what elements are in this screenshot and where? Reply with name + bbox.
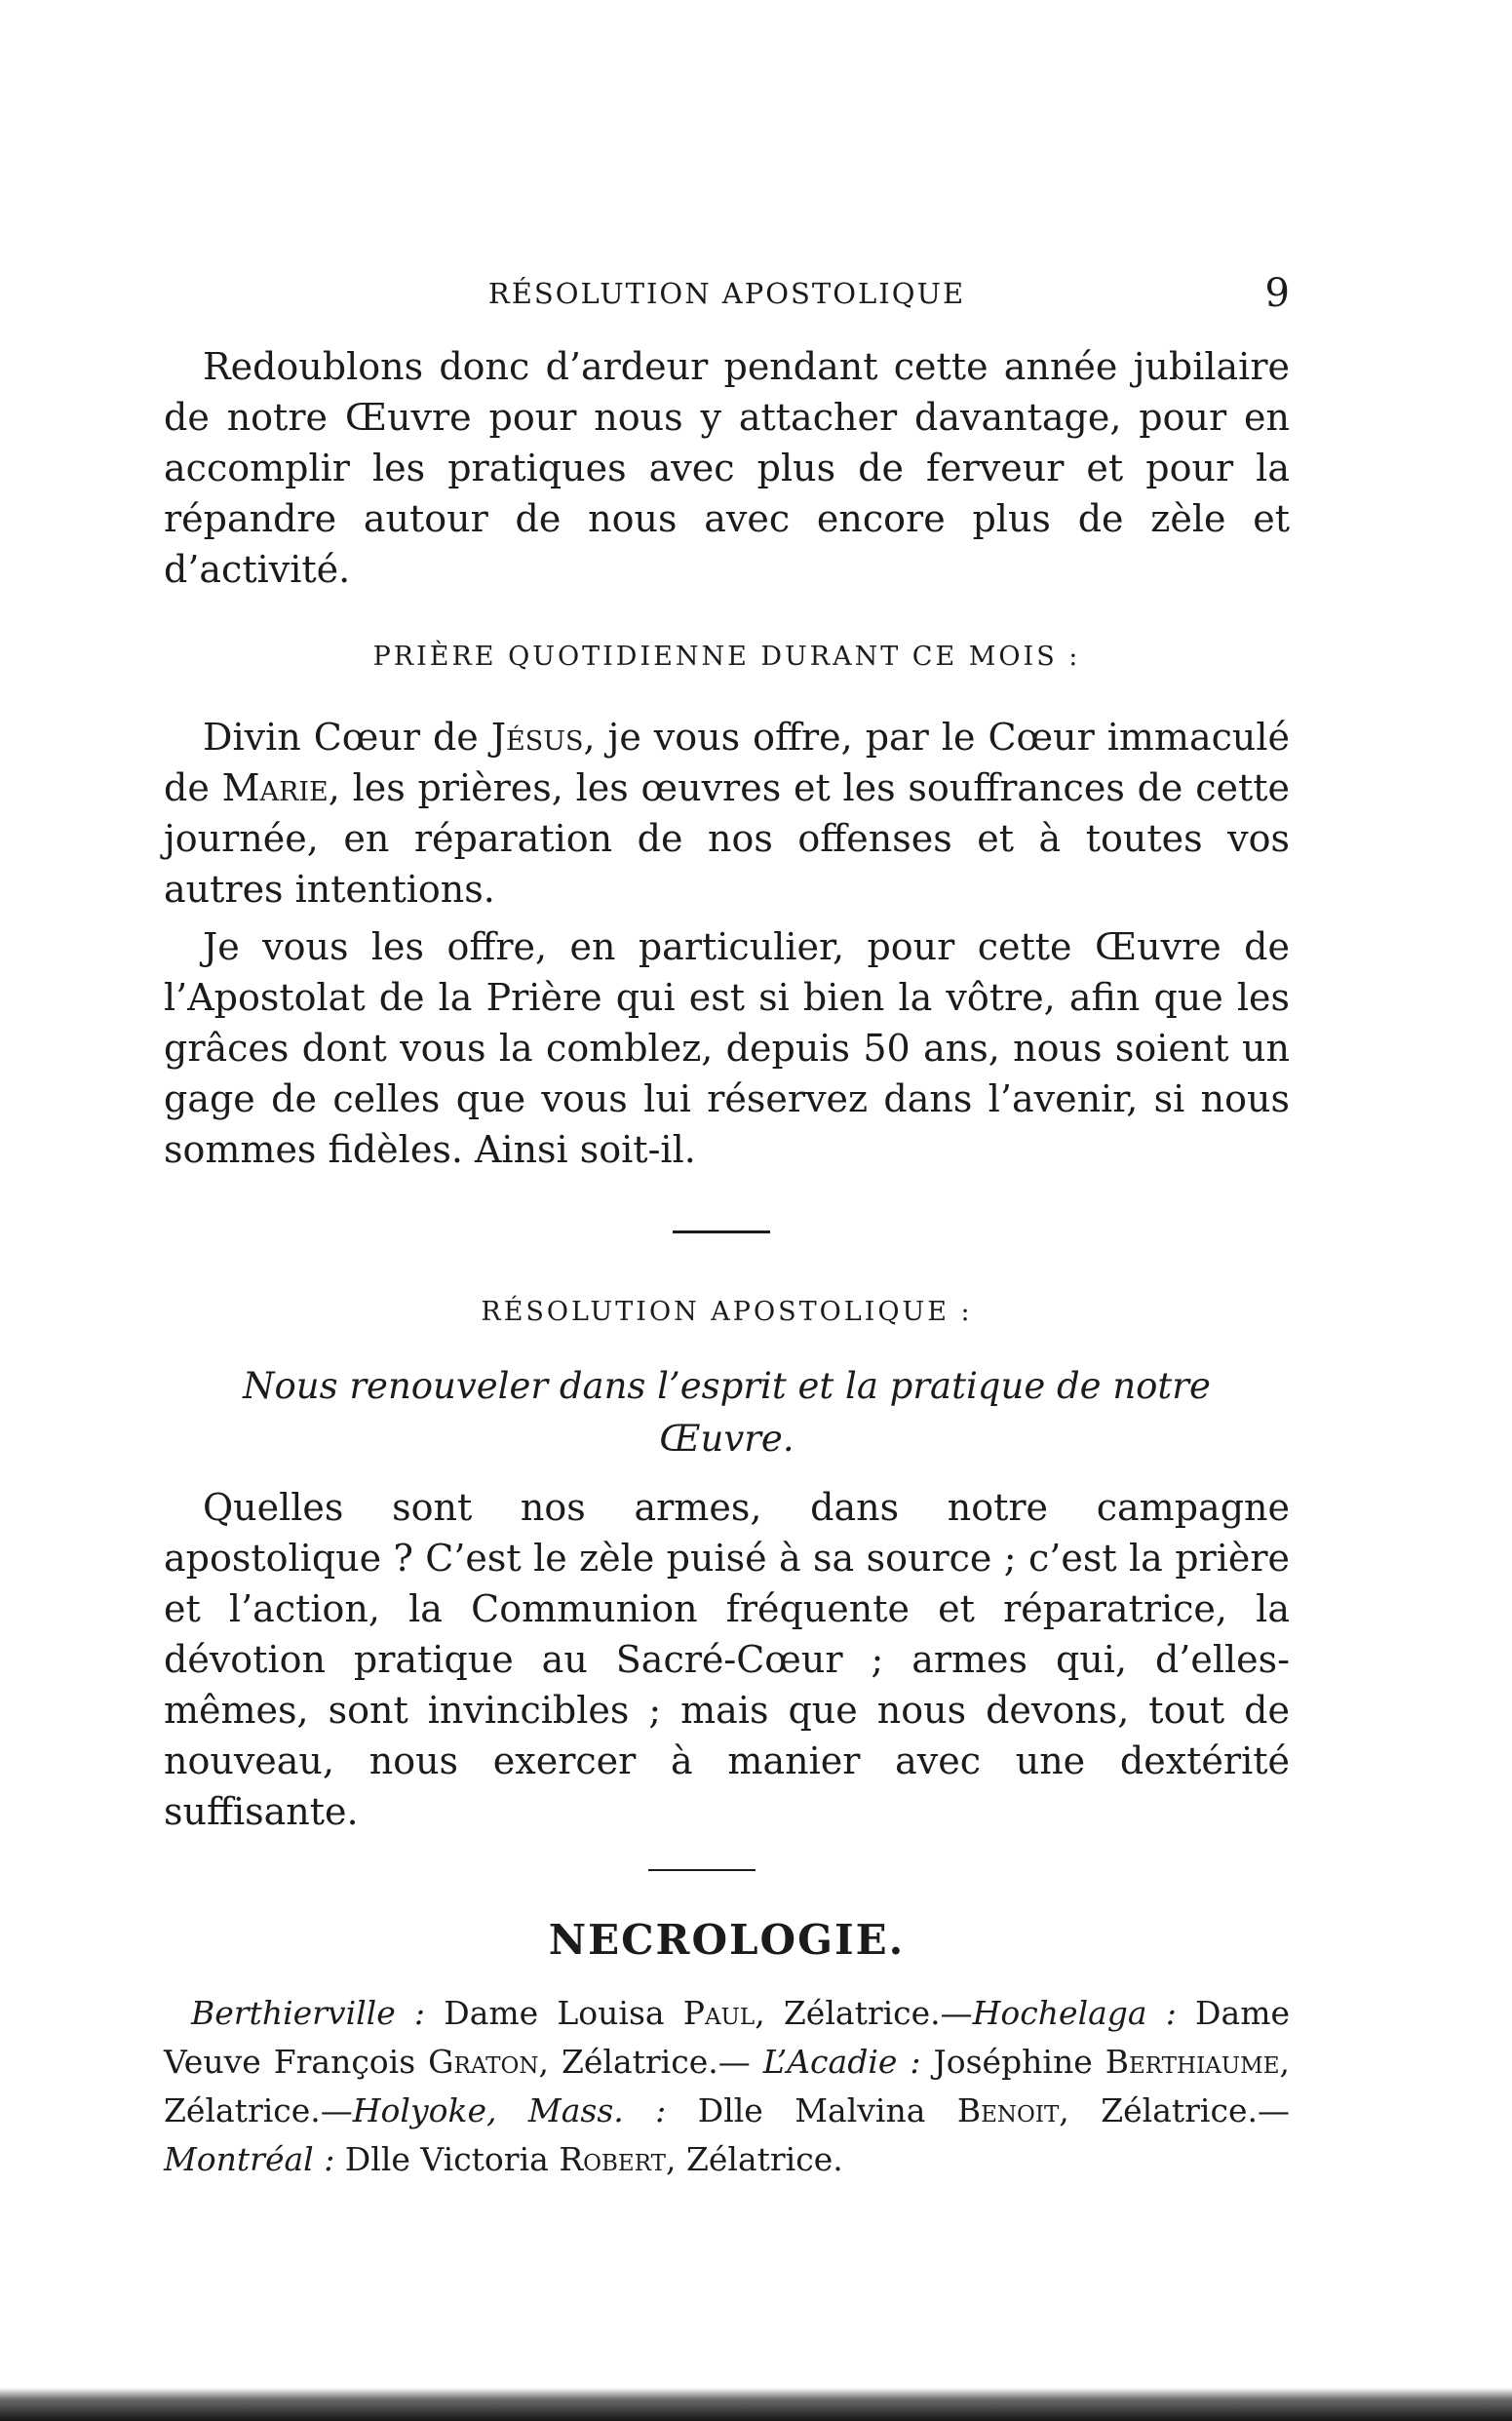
necrology-place: Montréal : <box>164 2140 335 2178</box>
section-divider-2 <box>648 1869 756 1871</box>
resolution-motto-line-1: Nous renouveler dans l’esprit et la pratique de notre <box>243 1365 1211 1407</box>
resolution-motto <box>164 1360 1290 1465</box>
prayer-name-jesus: Jésus <box>490 716 584 759</box>
necrology-surname: Benoit <box>956 2091 1060 2129</box>
necrology-place: Hochelaga : <box>972 1994 1177 2032</box>
daily-prayer-heading: PRIÈRE QUOTIDIENNE DURANT CE MOIS : <box>372 642 1081 672</box>
necrology-place: L’Acadie : <box>762 2043 921 2081</box>
page-number: 9 <box>1264 271 1290 316</box>
resolution-heading: RÉSOLUTION APOSTOLIQUE : <box>481 1297 973 1327</box>
necrology-text: , Zélatrice. <box>665 2140 843 2178</box>
necrology-text: , Zélatrice.— <box>538 2043 763 2081</box>
resolution-motto-line-2: Œuvre. <box>659 1418 795 1460</box>
necrology-text: Joséphine <box>920 2043 1105 2081</box>
running-title: RÉSOLUTION APOSTOLIQUE <box>487 277 966 310</box>
prayer-text-c: , les prières, les œuvres et les souffrances de cette journée, en réparation de nos offenses et à toutes vos autres intentions. <box>164 766 1290 911</box>
necrology-place: Berthierville : <box>191 1994 426 2032</box>
necrology-text: Dlle Victoria <box>334 2140 560 2178</box>
necrology-entry <box>353 2091 1290 2129</box>
prayer-text-a: Divin Cœur de <box>203 716 491 759</box>
necrology-surname: Berthiaume <box>1105 2043 1280 2081</box>
running-head <box>164 271 1290 320</box>
weapons-paragraph: Quelles sont nos armes, dans notre campagne apostolique ? C’est le zèle puisé à sa source ; c’est la prière et l’action, la Communion fréquente et réparatrice, la dévotion pratique au Sacré-Cœur ; armes qui, d’elles-mêmes, sont invincibles ; mais que nous devons, tout de nouveau, nous exercer à manier avec une dextérité suffisante. <box>164 1486 1290 1833</box>
necrology-surname: Graton <box>428 2043 539 2081</box>
necrology-entry <box>191 1994 973 2032</box>
prayer-text-b: , je vous offre, par le Cœur immaculé de <box>164 716 1290 809</box>
paragraph-jubilee: Redoublons donc d’ardeur pendant cette année jubilaire de notre Œuvre pour nous y attacher davantage, pour en accomplir les pratiques avec plus de ferveur et pour la répandre autour de nous avec encore plus de zèle et d’activité. <box>164 345 1290 591</box>
prayer-name-marie: Marie <box>221 766 329 809</box>
necrology-text: , Zélatrice.— <box>755 1994 973 2032</box>
necrology-list <box>164 1989 1290 2184</box>
necrology-place: Holyoke, Mass. : <box>352 2091 667 2129</box>
necrology-text: , Zélatrice.— <box>164 2043 1290 2129</box>
necrology-text: Dame Veuve François <box>164 1994 1291 2081</box>
necrology-entry <box>164 2140 843 2178</box>
necrology-text: Dlle Malvina <box>666 2091 957 2129</box>
necrology-text: Dame Louisa <box>425 1994 683 2032</box>
section-divider <box>673 1230 770 1233</box>
necrology-surname: Robert <box>559 2140 666 2178</box>
necrology-surname: Paul <box>682 1994 756 2032</box>
necrology-text: , Zélatrice.— <box>1059 2091 1290 2129</box>
scan-bottom-edge <box>0 2388 1512 2421</box>
daily-prayer-paragraph <box>164 712 1290 915</box>
necrology-title: NECROLOGIE. <box>548 1916 906 1964</box>
offering-paragraph: Je vous les offre, en particulier, pour cette Œuvre de l’Apostolat de la Prière qui est si bien la vôtre, afin que les grâces dont vous la comblez, depuis 50 ans, nous soient un gage de celles que vous lui réservez dans l’avenir, si nous sommes fidèles. Ainsi soit-il. <box>164 925 1290 1171</box>
